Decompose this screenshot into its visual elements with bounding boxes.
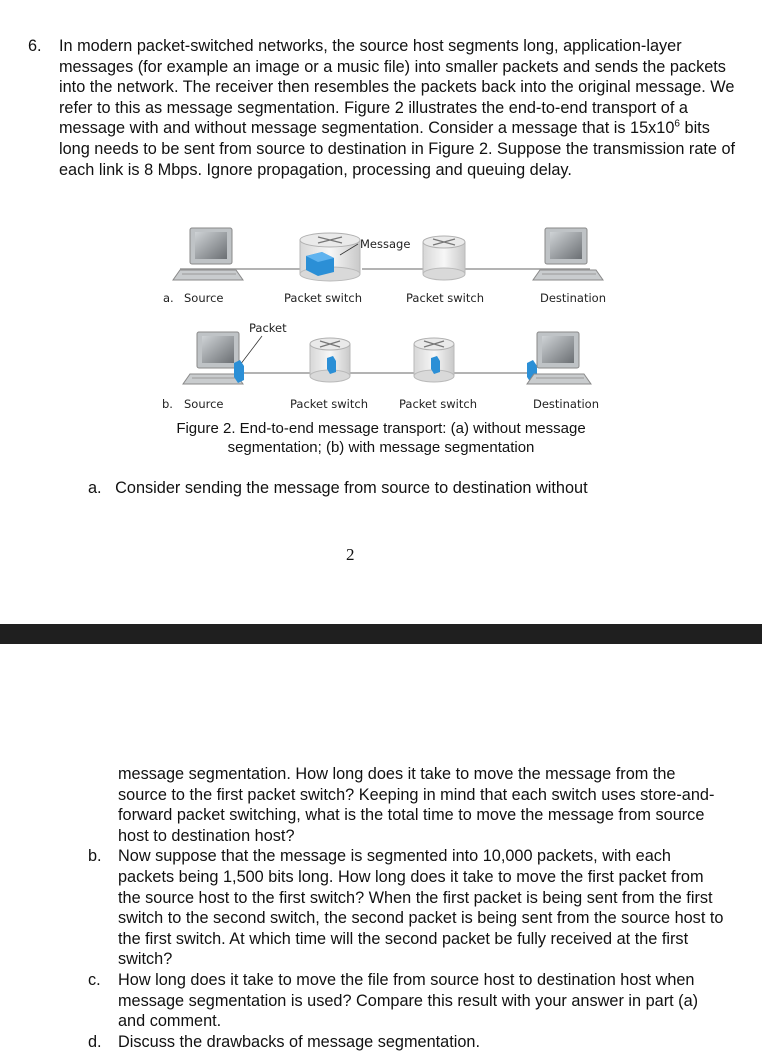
part-a-text-start: Consider sending the message from source to destination without xyxy=(115,479,588,497)
row-a-label: a. xyxy=(163,291,174,305)
part-c-text: How long does it take to move the file from source host to destination host when message segmentation is used? Compare this result with your answer in part (a) and comment. xyxy=(118,970,699,1031)
part-c xyxy=(88,970,728,1032)
source-computer-icon-a xyxy=(173,228,243,280)
destination-computer-icon-b xyxy=(527,332,591,384)
caption-line-1: Figure 2. End-to-end message transport: (a) without message xyxy=(176,420,586,437)
row-b-switch1-label: Packet switch xyxy=(290,397,368,411)
row-a-switch2-label: Packet switch xyxy=(406,291,484,305)
row-b-source-label: Source xyxy=(184,397,224,411)
destination-computer-icon-a xyxy=(533,228,603,280)
part-a-first-line xyxy=(88,479,588,498)
row-a-destination-label: Destination xyxy=(540,291,606,305)
question-text-part2: bits long needs to be sent from source to destination in Figure 2. Suppose the transmission rate of each link is 8 Mbps. Ignore propagation, processing and queuing delay. xyxy=(59,119,736,179)
part-d xyxy=(88,1032,728,1053)
row-b-switch2-label: Packet switch xyxy=(399,397,477,411)
packet-switch-icon-a2 xyxy=(423,236,465,280)
exponent: 6 xyxy=(674,118,680,130)
figure-caption xyxy=(0,419,762,457)
part-d-text: Discuss the drawbacks of message segmentation. xyxy=(118,1032,480,1051)
part-d-label: d. xyxy=(88,1032,102,1051)
part-a-text-continued: message segmentation. How long does it take to move the message from the source to the first packet switch? Keeping in mind that each switch uses store-and-forward packet switching, what is the total time to move the message from source host to destination host? xyxy=(118,765,715,845)
question-text-part1: In modern packet-switched networks, the source host segments long, application-layer messages (for example an image or a music file) into smaller packets and sends the packets into the network. The receiver then resembles the packets back into the original message. We refer to this as message segmentation. Figure 2 illustrates the end-to-end transport of a message with and without message segmentation. Consider a message that is 15x10 xyxy=(59,37,735,138)
part-a-label: a. xyxy=(88,479,102,497)
part-b xyxy=(88,846,728,970)
row-b-destination-label: Destination xyxy=(533,397,599,411)
message-label: Message xyxy=(360,237,411,251)
row-a-switch1-label: Packet switch xyxy=(284,291,362,305)
figure-2-diagram xyxy=(0,222,762,417)
caption-line-2: segmentation; (b) with message segmentation xyxy=(227,439,535,456)
packet-label: Packet xyxy=(249,321,287,335)
question-text xyxy=(59,36,739,180)
part-b-label: b. xyxy=(88,847,102,866)
row-a-source-label: Source xyxy=(184,291,224,305)
part-a-continued xyxy=(88,764,728,846)
page-divider xyxy=(0,624,762,644)
part-c-label: c. xyxy=(88,970,101,989)
question-number: 6. xyxy=(28,37,42,55)
page-number: 2 xyxy=(346,545,355,564)
row-b-label: b. xyxy=(162,397,173,411)
continued-parts xyxy=(88,764,728,1052)
part-b-text: Now suppose that the message is segmented into 10,000 packets, with each packets being 1,500 bits long. How long does it take to move the first packet from the source host to the first switch? When the first packet is being sent from the first switch to the second switch, the second packet is being sent from the source host to the first switch. At which time will the second packet be fully received at the first switch? xyxy=(118,847,724,969)
